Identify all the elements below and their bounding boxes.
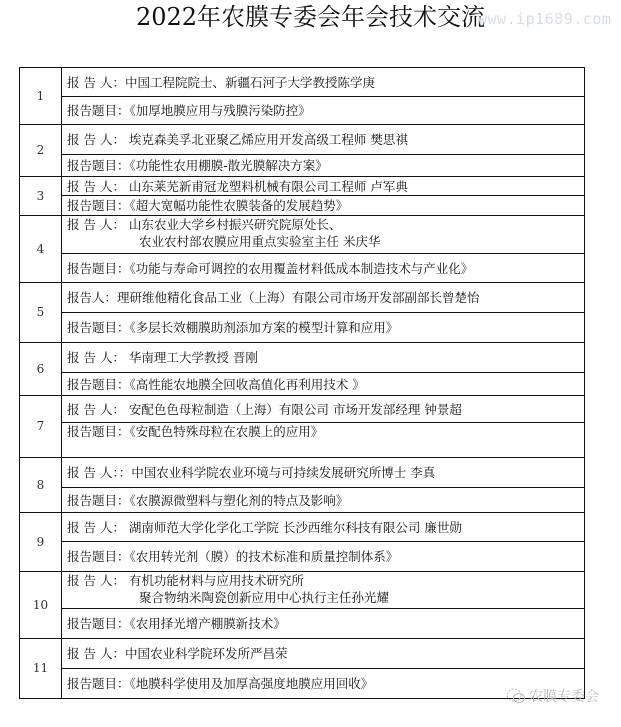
agenda-row-topic xyxy=(20,373,585,396)
row-number: 3 xyxy=(20,177,62,216)
agenda-row-topic xyxy=(20,254,585,283)
speaker-text-line2: 农业农村部农膜应用重点实验室主任 米庆华 xyxy=(139,234,381,249)
speaker-cell xyxy=(62,458,585,488)
topic-cell: 报告题目：《农用择光增产棚膜新技术》 xyxy=(62,609,585,639)
topic-cell: 报告题目：《多层长效棚膜助剂添加方案的模型计算和应用》 xyxy=(62,313,585,343)
speaker-cell xyxy=(62,513,585,542)
speaker-cell xyxy=(62,216,585,254)
speaker-cell xyxy=(62,639,585,669)
topic-cell: 报告题目：《功能性农用棚膜-散光膜解决方案》 xyxy=(62,155,585,177)
speaker-text: 报 告 人： 山东农业大学乡村振兴研究院原处长、 xyxy=(67,217,342,232)
watermark-text: 农膜专委会 xyxy=(529,689,599,705)
agenda-row-speaker xyxy=(20,396,585,423)
row-number: 7 xyxy=(20,396,62,458)
agenda-row-topic xyxy=(20,196,585,216)
topic-cell: 报告题目：《高性能农地膜全回收高值化再利用技术 》 xyxy=(62,373,585,396)
row-number: 8 xyxy=(20,458,62,513)
agenda-row-speaker xyxy=(20,283,585,313)
agenda-row-speaker xyxy=(20,68,585,97)
footer-watermark xyxy=(506,686,599,706)
agenda-row-topic xyxy=(20,609,585,639)
speaker-cell xyxy=(62,396,585,423)
agenda-table xyxy=(19,67,585,699)
agenda-row-speaker xyxy=(20,639,585,669)
row-number: 6 xyxy=(20,343,62,396)
topic-cell: 报告题目：《功能与寿命可调控的农用覆盖材料低成本制造技术与产业化》 xyxy=(62,254,585,283)
agenda-row-speaker xyxy=(20,216,585,254)
speaker-text: 报 告 人：：中国农业科学院农业环境与可持续发展研究所博士 李真 xyxy=(67,465,436,480)
speaker-cell xyxy=(62,343,585,373)
topic-cell: 报告题目：《超大宽幅功能性农膜装备的发展趋势》 xyxy=(62,196,585,216)
agenda-row-speaker xyxy=(20,177,585,196)
agenda-row-topic xyxy=(20,313,585,343)
speaker-text: 报 告 人： 安配色色母粒制造（上海）有限公司 市场开发部经理 钟景超 xyxy=(67,401,462,417)
row-number: 1 xyxy=(20,68,62,125)
agenda-row-topic xyxy=(20,155,585,177)
row-number: 5 xyxy=(20,283,62,343)
row-number: 4 xyxy=(20,216,62,283)
topic-cell: 报告题目：《农用转光剂（膜）的技术标准和质量控制体系》 xyxy=(62,542,585,572)
page-title: 2022年农膜专委会年会技术交流 xyxy=(135,3,486,31)
topic-cell: 报告题目：《安配色特殊母粒在农膜上的应用》 xyxy=(62,423,585,458)
speaker-text-line2: 聚合物纳米陶瓷创新应用中心执行主任孙光耀 xyxy=(139,590,390,605)
agenda-row-speaker xyxy=(20,125,585,155)
row-number: 2 xyxy=(20,125,62,177)
row-number: 9 xyxy=(20,513,62,572)
agenda-row-speaker xyxy=(20,513,585,542)
speaker-text: 报 告 人： 有机功能材料与应用技术研究所 xyxy=(67,573,304,588)
speaker-cell xyxy=(62,283,585,313)
topic-cell: 报告题目：《农膜源微塑料与塑化剂的特点及影响》 xyxy=(62,488,585,513)
speaker-cell xyxy=(62,572,585,609)
row-number: 10 xyxy=(20,572,62,639)
speaker-cell xyxy=(62,68,585,97)
agenda-row-topic xyxy=(20,97,585,125)
agenda-row-topic xyxy=(20,669,585,699)
speaker-cell xyxy=(62,125,585,155)
agenda-row-speaker xyxy=(20,458,585,488)
wechat-icon xyxy=(506,687,526,705)
agenda-row-topic xyxy=(20,488,585,513)
topic-cell: 报告题目：《加厚地膜应用与残膜污染防控》 xyxy=(62,97,585,125)
agenda-row-topic xyxy=(20,423,585,458)
speaker-text: 报 告 人： 华南理工大学教授 晋刚 xyxy=(67,350,258,365)
speaker-text: 报 告 人： 山东莱芜新甫冠龙塑料机械有限公司工程师 卢军典 xyxy=(67,178,408,194)
speaker-cell xyxy=(62,177,585,196)
speaker-text: 报 告 人： 埃克森美孚北亚聚乙烯应用开发高级工程师 樊思祺 xyxy=(67,132,408,147)
agenda-row-speaker xyxy=(20,572,585,609)
speaker-text: 报 告 人：中国农业科学院环发所严昌荣 xyxy=(67,646,288,661)
topic-cell: 报告题目：《地膜科学使用及加厚高强度地膜应用回收》 xyxy=(62,669,585,699)
speaker-text: 报告人：理研维他精化食品工业（上海）有限公司市场开发部副部长曾楚怡 xyxy=(67,290,480,305)
site-watermark: www.ip1689.com xyxy=(478,10,612,28)
row-number: 11 xyxy=(20,639,62,699)
agenda-row-topic xyxy=(20,542,585,572)
speaker-text: 报 告 人：中国工程院院士、新疆石河子大学教授陈学庚 xyxy=(67,74,375,90)
speaker-text: 报 告 人： 湖南师范大学化学化工学院 长沙西维尔科技有限公司 廉世勋 xyxy=(67,519,462,535)
agenda-row-speaker xyxy=(20,343,585,373)
